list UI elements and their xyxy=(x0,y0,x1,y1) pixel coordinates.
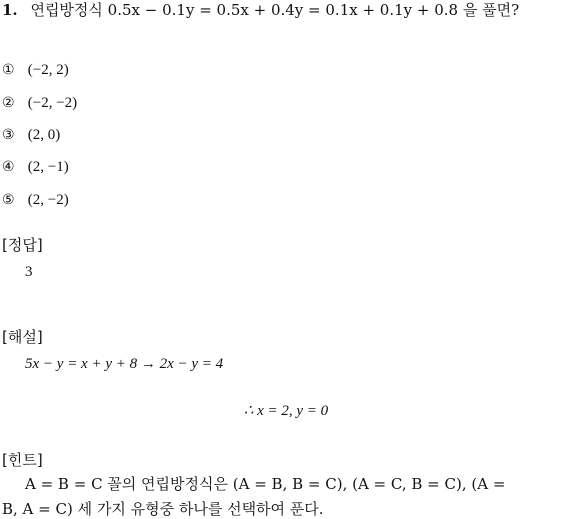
choice-mark: ③ xyxy=(2,127,15,143)
answer-value: 3 xyxy=(25,264,33,280)
choice-item[interactable] xyxy=(2,60,69,80)
choice-text: (2, 0) xyxy=(27,127,61,143)
choice-item[interactable] xyxy=(2,125,60,145)
choice-item[interactable] xyxy=(2,157,69,177)
choice-mark: ② xyxy=(2,95,15,111)
explanation-label: [해설] xyxy=(2,328,43,346)
question-line xyxy=(2,0,519,20)
hint-label: [힌트] xyxy=(2,451,43,469)
choice-text: (−2, 2) xyxy=(27,62,69,78)
choice-item[interactable] xyxy=(2,190,69,210)
question-number: 1. xyxy=(2,1,18,19)
hint-text-line1: A = B = C 꼴의 연립방정식은 (A = B, B = C), (A = C, B = C), (A = xyxy=(25,475,506,493)
question-text: 연립방정식 0.5x − 0.1y = 0.5x + 0.4y = 0.1x + 0.1y + 0.8 을 풀면? xyxy=(30,1,520,19)
choice-mark: ① xyxy=(2,62,15,78)
hint-text-line2: B, A = C) 세 가지 유형중 하나를 선택하여 푼다. xyxy=(2,500,324,518)
choice-mark: ④ xyxy=(2,159,15,175)
choice-item[interactable] xyxy=(2,93,77,113)
answer-label: [정답] xyxy=(2,236,43,254)
choice-mark: ⑤ xyxy=(2,192,15,208)
choice-text: (−2, −2) xyxy=(27,95,78,111)
explanation-result: ∴ x = 2, y = 0 xyxy=(243,403,329,419)
choice-text: (2, −2) xyxy=(27,192,69,208)
explanation-equation: 5x − y = x + y + 8 → 2x − y = 4 xyxy=(25,356,224,372)
choice-text: (2, −1) xyxy=(27,159,69,175)
